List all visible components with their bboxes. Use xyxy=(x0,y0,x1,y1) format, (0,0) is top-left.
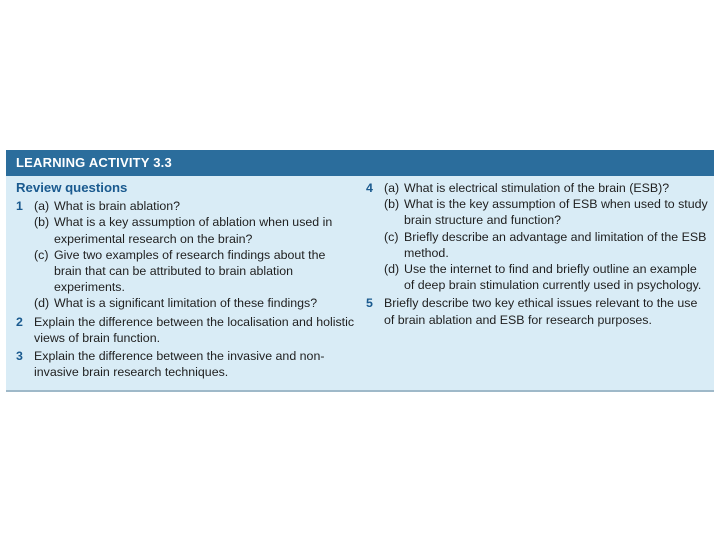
part-letter: (b) xyxy=(34,215,50,230)
question-5 xyxy=(366,295,708,327)
question-part xyxy=(34,198,356,214)
right-column xyxy=(366,180,708,328)
part-text: Give two examples of research findings about the brain that can be attributed to brain ablation experiments. xyxy=(54,247,326,295)
question-number: 3 xyxy=(16,349,23,364)
question-number: 4 xyxy=(366,181,373,195)
part-letter: (a) xyxy=(34,199,50,214)
question-2 xyxy=(16,314,356,346)
part-text: What is the key assumption of ESB when used to study brain structure and function? xyxy=(404,197,708,228)
part-letter: (d) xyxy=(34,296,50,311)
question-parts xyxy=(34,198,356,311)
section-title: Review questions xyxy=(16,180,128,195)
part-text: Briefly describe an advantage and limitation of the ESB method. xyxy=(404,229,707,260)
question-part xyxy=(34,295,356,311)
part-text: What is brain ablation? xyxy=(54,199,181,214)
part-letter: (d) xyxy=(384,262,400,277)
part-letter: (a) xyxy=(384,181,400,195)
question-text: Explain the difference between the localisation and holistic views of brain function. xyxy=(34,314,355,345)
left-column xyxy=(16,180,356,380)
question-4 xyxy=(366,180,708,293)
question-parts xyxy=(384,180,708,293)
part-letter: (c) xyxy=(384,229,399,244)
question-text: Explain the difference between the invasive and non-invasive brain research techniques. xyxy=(34,349,325,380)
question-part xyxy=(34,247,356,296)
question-text: Briefly describe two key ethical issues relevant to the use of brain ablation and ESB for research purposes. xyxy=(384,296,698,327)
activity-header: LEARNING ACTIVITY 3.3 xyxy=(6,150,714,176)
question-1 xyxy=(16,198,356,311)
question-part xyxy=(384,196,708,228)
question-3 xyxy=(16,348,356,380)
question-number: 1 xyxy=(16,199,23,214)
part-text: What is a key assumption of ablation when used in experimental research on the brain? xyxy=(54,215,333,246)
question-part xyxy=(384,180,708,196)
question-number: 5 xyxy=(366,296,373,311)
part-text: What is electrical stimulation of the brain (ESB)? xyxy=(404,181,670,195)
question-part xyxy=(384,261,708,293)
part-text: Use the internet to find and briefly outline an example of deep brain stimulation currently used in psychology. xyxy=(404,262,702,293)
question-part xyxy=(384,229,708,261)
part-letter: (b) xyxy=(384,197,400,212)
part-letter: (c) xyxy=(34,247,49,262)
question-part xyxy=(34,214,356,246)
learning-activity-panel xyxy=(6,150,714,392)
part-text: What is a significant limitation of these findings? xyxy=(54,296,318,311)
question-number: 2 xyxy=(16,314,23,329)
